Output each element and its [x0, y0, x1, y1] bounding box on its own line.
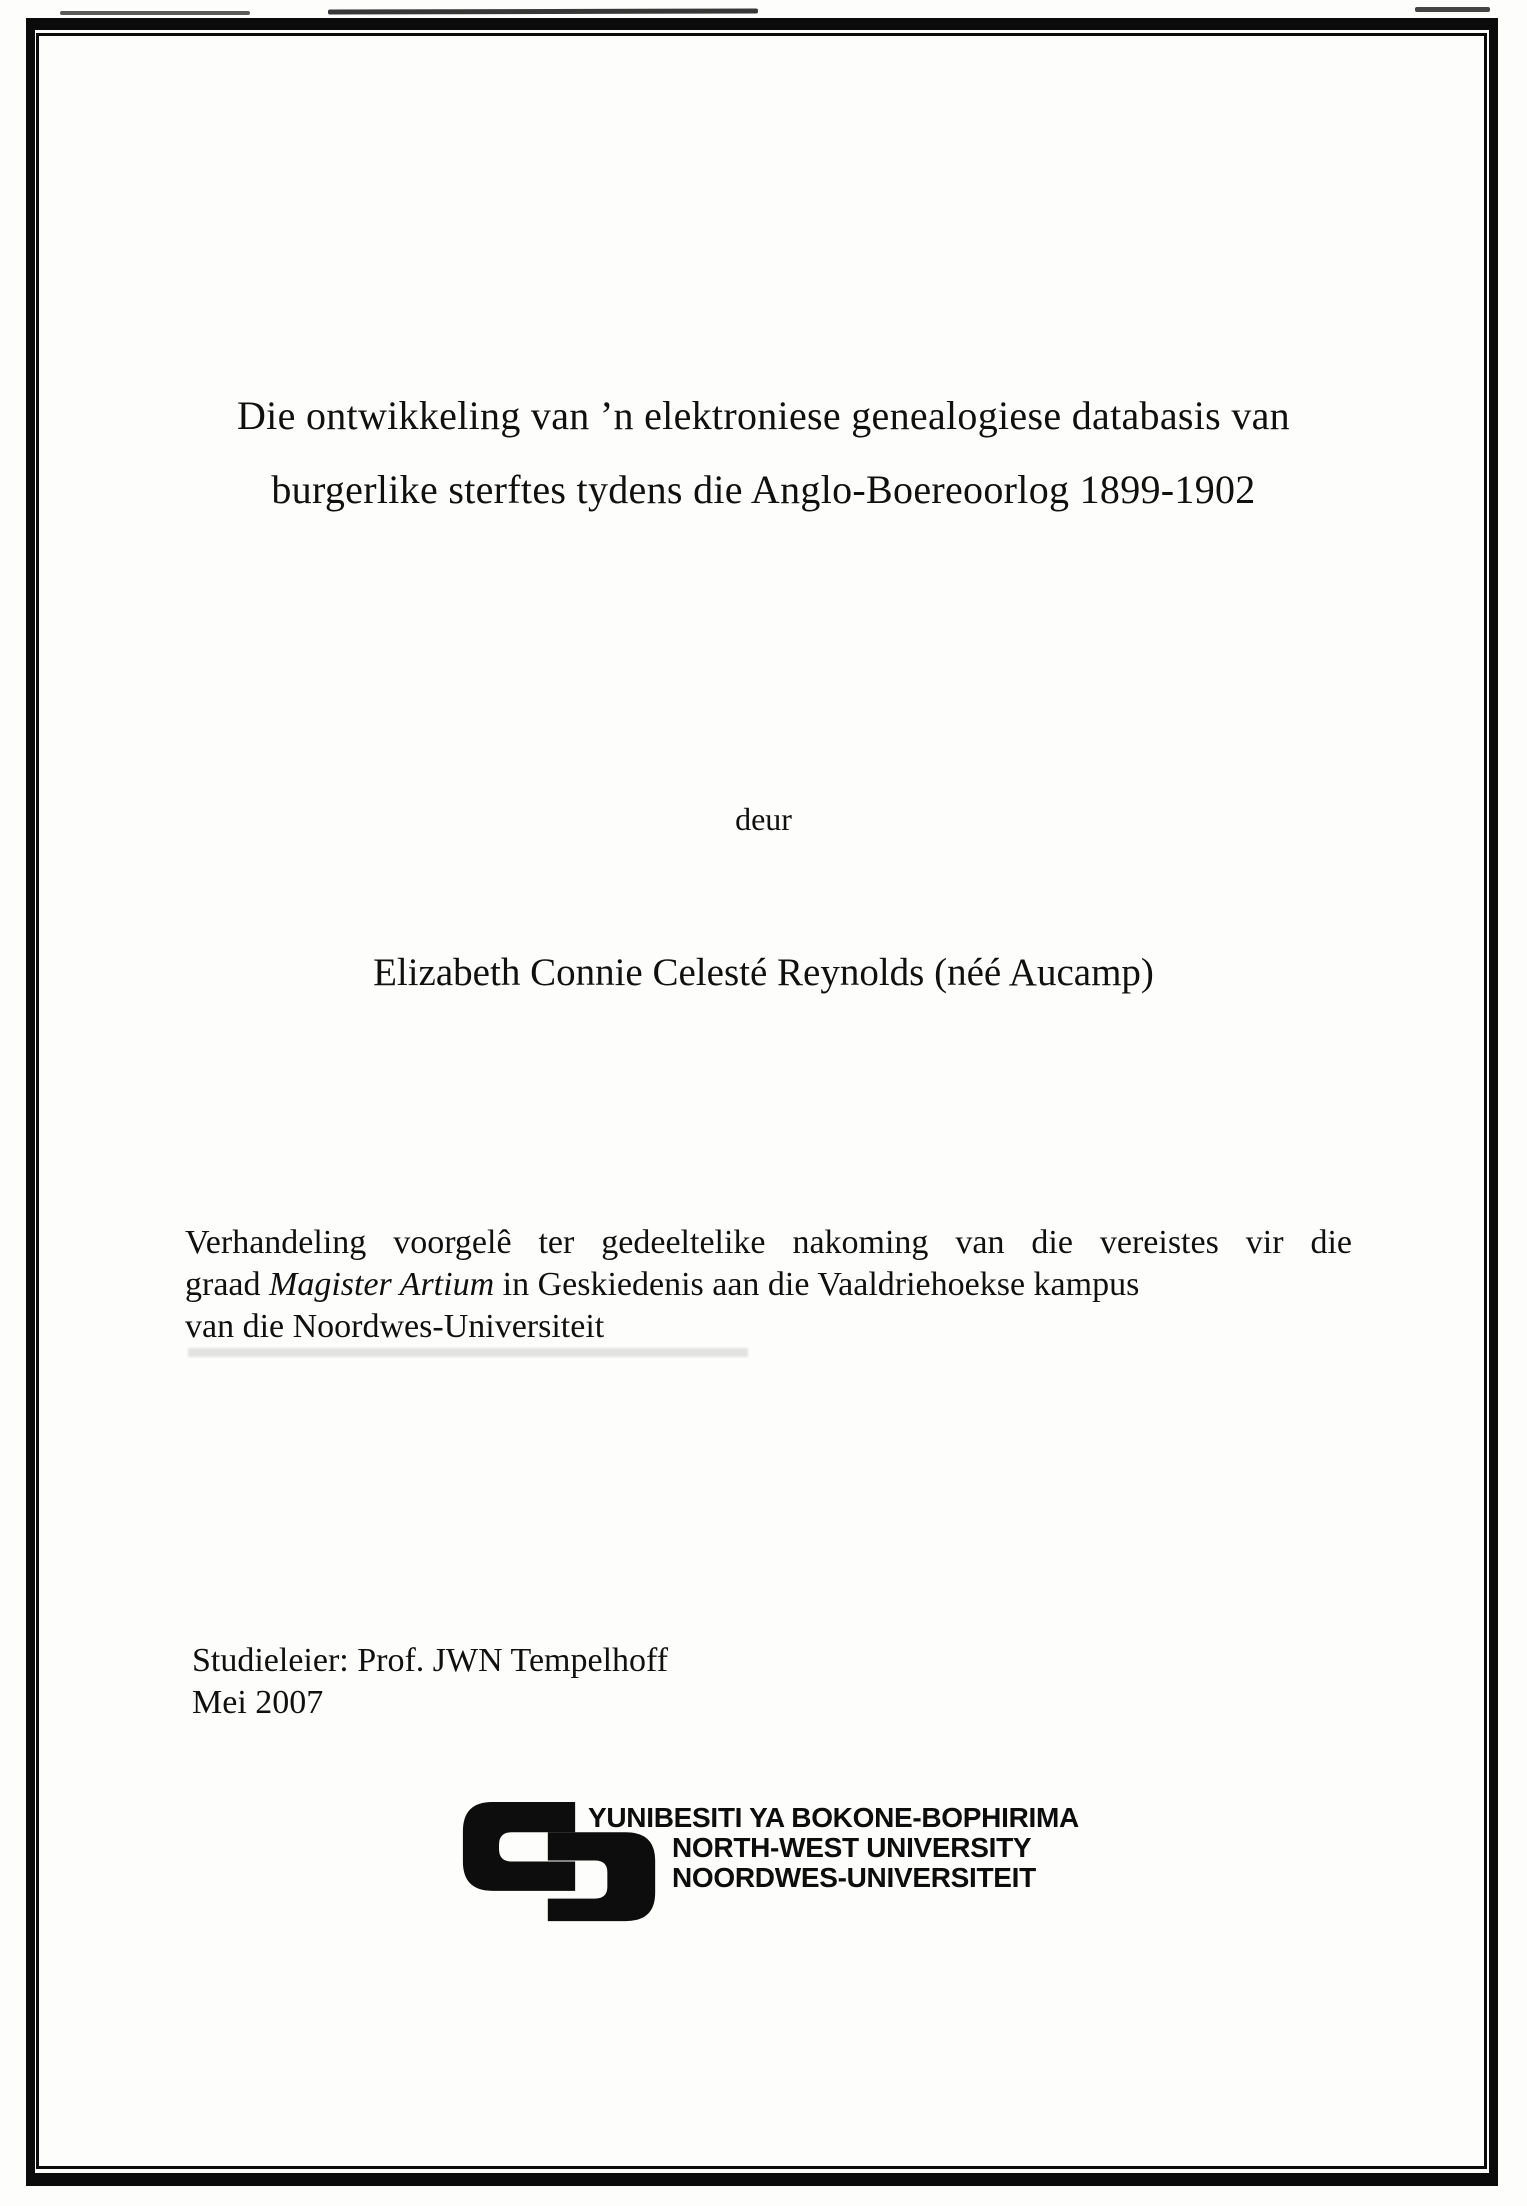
byline-deur: deur	[735, 801, 792, 837]
thesis-title-line2: burgerlike sterftes tydens die Anglo-Boereoorlog 1899-1902	[271, 467, 1256, 512]
degree-statement-line3: van die Noordwes-Universiteit	[185, 1308, 605, 1345]
degree-statement-line1: Verhandeling voorgelê ter gedeeltelike nakoming van die vereistes vir die	[185, 1224, 1352, 1261]
scan-artifact	[328, 8, 758, 14]
logo-text-english: NORTH-WEST UNIVERSITY	[672, 1832, 1032, 1863]
scan-artifact	[60, 11, 250, 15]
degree-statement	[185, 1222, 1352, 1348]
logo-text-setswana: YUNIBESITI YA BOKONE-BOPHIRIMA	[588, 1802, 1079, 1833]
degree-statement-line2-post: in Geskiedenis aan die Vaaldriehoekse kampus	[494, 1266, 1140, 1303]
author-name: Elizabeth Connie Celesté Reynolds (néé Aucamp)	[373, 951, 1154, 994]
thesis-title-line1: Die ontwikkeling van ’n elektroniese genealogiese databasis van	[236, 393, 1290, 438]
supervisor-block	[192, 1640, 668, 1724]
logo-text-afrikaans: NOORDWES-UNIVERSITEIT	[672, 1862, 1036, 1893]
date-line: Mei 2007	[192, 1684, 324, 1721]
degree-statement-line2	[185, 1264, 1352, 1306]
degree-statement-line2-pre: graad	[185, 1266, 270, 1303]
degree-name-italic: Magister Artium	[269, 1266, 495, 1303]
scan-ghost-artifact	[188, 1348, 748, 1357]
supervisor-line: Studieleier: Prof. JWN Tempelhoff	[192, 1642, 669, 1679]
scan-artifact	[1415, 7, 1490, 12]
